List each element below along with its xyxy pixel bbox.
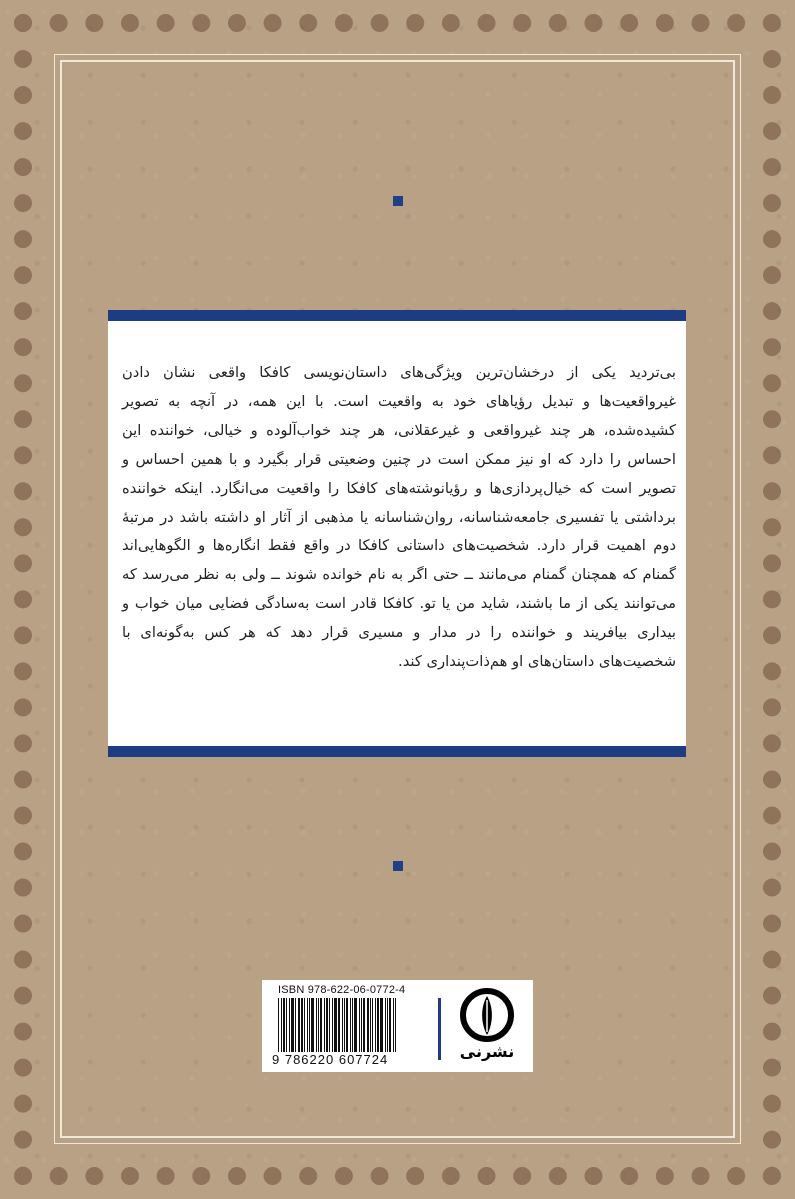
separator-line [438, 998, 441, 1060]
barcode-bar [318, 998, 319, 1052]
barcode-bar [301, 998, 303, 1052]
barcode-panel [262, 980, 533, 1072]
barcode-bar [329, 998, 330, 1052]
barcode-bar [344, 998, 345, 1052]
barcode-bar [320, 998, 322, 1052]
barcode-digits: 9 786220 607724 [272, 1052, 389, 1067]
barcode-icon [278, 998, 421, 1052]
barcode-bar [361, 998, 362, 1052]
barcode-bar [316, 998, 317, 1052]
decorative-square-bottom [393, 861, 403, 871]
barcode-bar [326, 998, 328, 1052]
barcode-bar [385, 998, 386, 1052]
barcode-bar [281, 998, 282, 1052]
barcode-bar [354, 998, 357, 1052]
barcode-bar [346, 998, 348, 1052]
barcode-bar [393, 998, 394, 1052]
barcode-bar [377, 998, 379, 1052]
barcode-bar [375, 998, 376, 1052]
barcode-bar [395, 998, 396, 1052]
decorative-square-top [393, 196, 403, 206]
isbn-label: ISBN 978-622-06-0772-4 [278, 984, 406, 996]
barcode-bar [304, 998, 305, 1052]
barcode-bar [387, 998, 388, 1052]
publisher-logo [452, 988, 522, 1066]
barcode-bar [291, 998, 294, 1052]
barcode-bar [389, 998, 391, 1052]
barcode-bar [380, 998, 383, 1052]
barcode-bar [359, 998, 360, 1052]
barcode-bar [289, 998, 290, 1052]
barcode-bar [372, 998, 373, 1052]
barcode-bar [295, 998, 296, 1052]
barcode-bar [286, 998, 287, 1052]
barcode-bar [332, 998, 333, 1052]
barcode-bar [363, 998, 365, 1052]
nashr-ney-logo-icon [452, 988, 522, 1044]
barcode-bar [342, 998, 343, 1052]
barcode-bar [324, 998, 325, 1052]
barcode-bar [338, 998, 340, 1052]
barcode-bar [309, 998, 310, 1052]
blurb-box [108, 310, 686, 757]
barcode-bar [350, 998, 351, 1052]
barcode-bar [298, 998, 300, 1052]
barcode-bar [307, 998, 308, 1052]
barcode-bar [278, 998, 279, 1052]
barcode-bar [367, 998, 369, 1052]
barcode-bar [352, 998, 353, 1052]
publisher-name: نشرنی [459, 1042, 515, 1061]
blurb-text: بی‌تردید یکی از درخشان‌ترین ویژگی‌های داستان‌نویسی کافکا واقعی نشان دادن غیرواقعیت‌ها و تبدیل رؤیاهای خود به واقعیت است. با این همه، در آنچه به تصویر کشیده‌شده، هر چند غیرواقعی و غیرعقلانی، هر چند خواب‌آلوده و خیالی، خواننده این احساس را دارد که او نیز ممکن است در چنین وضعیتی قرار بگیرد و با همین احساس و تصویر است که خیال‌پردازی‌ها و رؤیانوشته‌های کافکا را واقعیت می‌انگارد. اینکه خواننده برداشتی یا تفسیری جامعه‌شناسانه، روان‌شناسانه یا مذهبی از آثار او داشته باشد در مرتبهٔ دوم اهمیت قرار دارد. شخصیت‌های داستانی کافکا در واقع فقط انگاره‌ها و الگوهایی‌اند گمنام که همچنان گمنام می‌مانند ــ حتی اگر به نام خوانده شوند ــ ولی به نظر می‌رسد که می‌توانند یکی از ما باشند، شاید من یا تو. کافکا قادر است به‌سادگی فضایی میان خواب و بیداری بیافریند و خواننده را در مدار و مسیری قرار دهد که هر کس به‌گونه‌ای با شخصیت‌های داستان‌های او هم‌ذات‌پنداری کند. [122, 364, 676, 671]
barcode-bar [311, 998, 314, 1052]
barcode-bar [334, 998, 337, 1052]
barcode-bar [283, 998, 285, 1052]
barcode-bar [370, 998, 371, 1052]
